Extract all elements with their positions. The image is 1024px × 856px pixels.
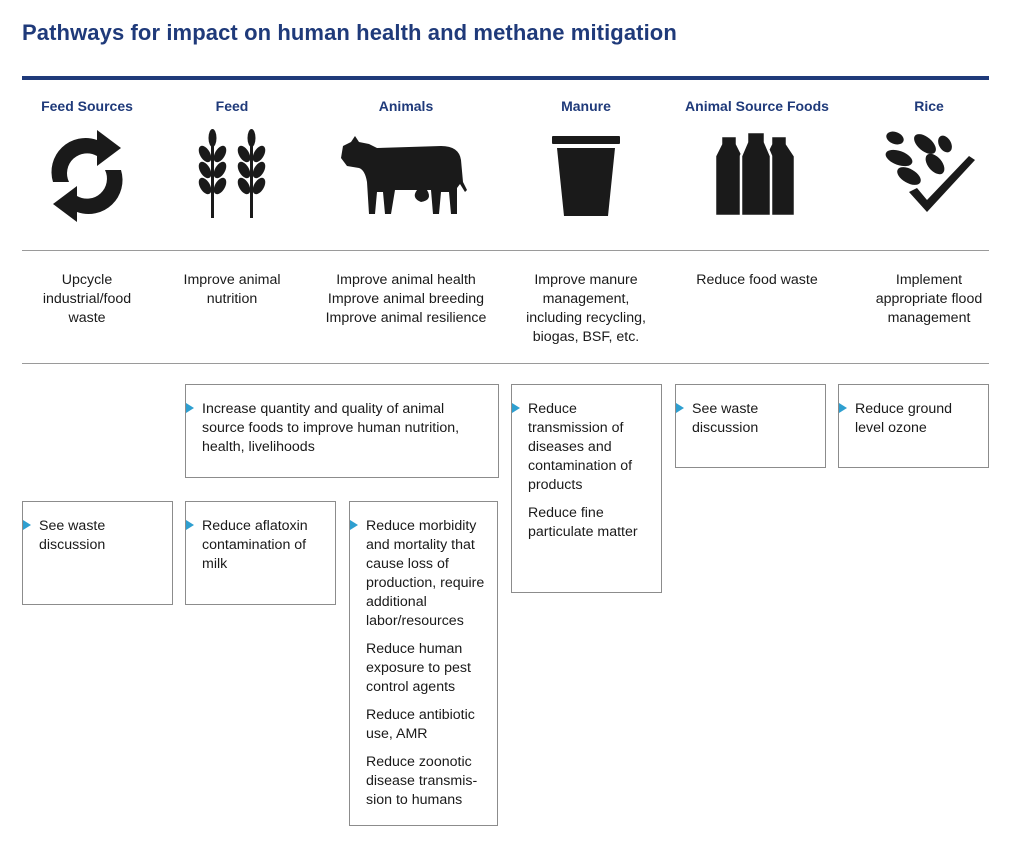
bullet-arrow-icon	[23, 520, 31, 530]
column-header-feed: Feed	[215, 98, 249, 114]
action-manure: Improve manure management, including recycling, biogas, BSF, etc.	[526, 272, 646, 345]
bullet-arrow-icon	[350, 520, 358, 530]
column-header-rice: Rice	[914, 98, 944, 114]
divider-upper	[22, 250, 989, 251]
cow-icon	[341, 126, 471, 223]
impact-box-feed-sources-waste: See waste discussion	[22, 501, 173, 605]
column-header-animal-source-foods: Animal Source Foods	[685, 98, 829, 114]
action-feed: Improve animal nutrition	[183, 272, 281, 307]
column-header-manure: Manure	[561, 98, 611, 114]
action-animal-source-foods: Reduce food waste	[696, 272, 818, 288]
bullet-arrow-icon	[186, 403, 194, 413]
divider-lower	[22, 363, 989, 364]
action-feed-sources: Upcycle industrial/food waste	[42, 272, 132, 326]
impact-box-manure: Reduce transmission of diseases and contamination of products Reduce fine particulate matter	[511, 384, 662, 593]
rice-plant-icon	[879, 126, 979, 227]
action-animals: Improve animal health Improve animal breeding Improve animal resilience	[325, 272, 487, 326]
trash-bin-icon	[551, 126, 621, 223]
recycle-icon	[45, 126, 129, 231]
bullet-arrow-icon	[839, 403, 847, 413]
milk-bottles-icon	[713, 126, 801, 223]
bullet-arrow-icon	[676, 403, 684, 413]
impact-box-feed-aflatoxin: Reduce aflatoxin contamination of milk	[185, 501, 336, 605]
impact-box-animals-morbidity: Reduce morbidity and mortality that cause loss of production, require additional labor/resources Reduce human exposure to pest control agents Reduce antibiotic use, AMR Reduce zoonotic disease transmis-sion to humans	[349, 501, 498, 826]
wheat-icon	[192, 126, 272, 227]
action-rice: Implement appropriate flood management	[875, 272, 983, 326]
column-header-animals: Animals	[378, 98, 434, 114]
impact-box-asf-waste: See waste discussion	[675, 384, 826, 468]
impact-box-asf-increase: Increase quantity and quality of animal source foods to improve human nutrition, health, livelihoods	[185, 384, 499, 478]
impact-box-rice-ozone: Reduce ground level ozone	[838, 384, 989, 468]
column-header-feed-sources: Feed Sources	[41, 98, 133, 114]
page-title: Pathways for impact on human health and methane mitigation	[22, 20, 677, 45]
title-rule	[22, 76, 989, 80]
bullet-arrow-icon	[512, 403, 520, 413]
bullet-arrow-icon	[186, 520, 194, 530]
